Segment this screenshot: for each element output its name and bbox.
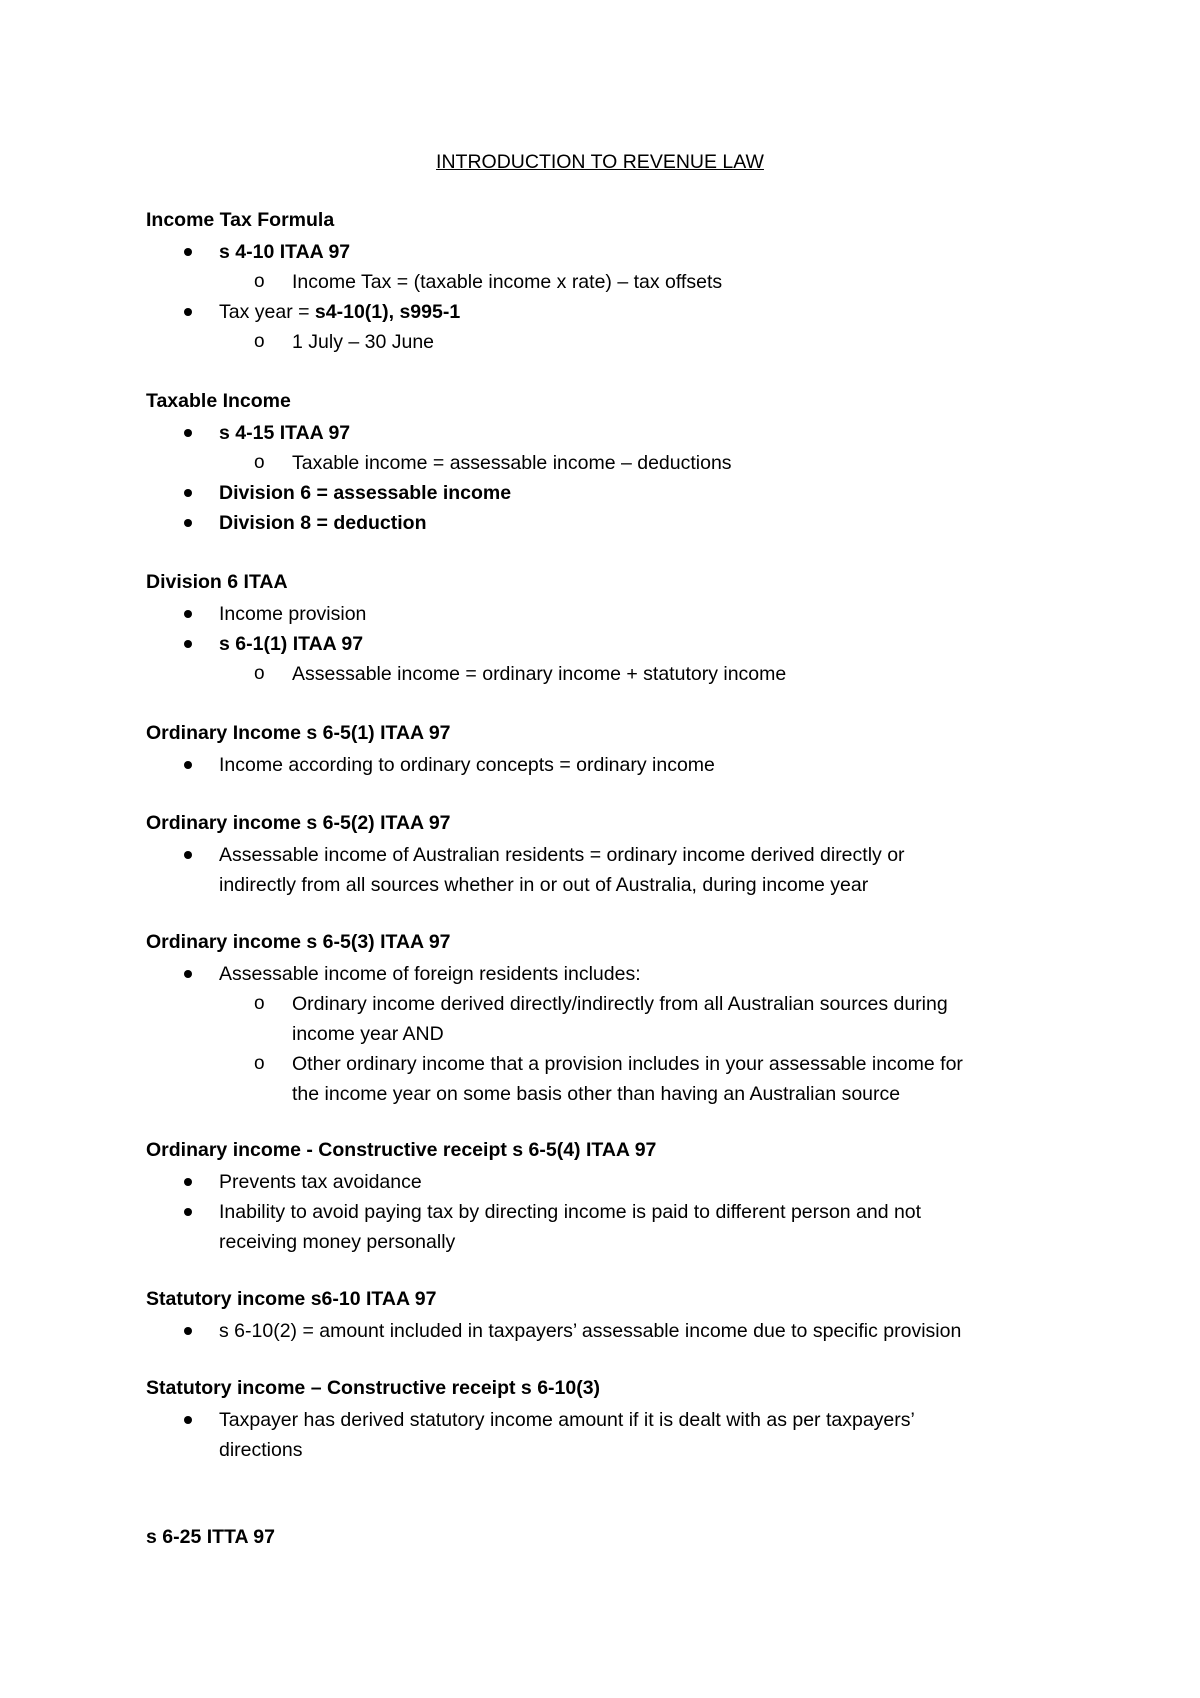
list-item: s 4-10 ITAA 97 bbox=[146, 237, 1086, 267]
sub-bullet-icon: o bbox=[254, 331, 265, 352]
sub-list-item: o Income Tax = (taxable income x rate) – tax offsets bbox=[146, 267, 1086, 297]
section-heading: Ordinary income s 6-5(3) ITAA 97 bbox=[146, 931, 451, 953]
sub-list-item-continuation: the income year on some basis other than having an Australian source bbox=[292, 1083, 901, 1105]
sub-bullet-icon: o bbox=[254, 663, 265, 684]
bullet-icon bbox=[184, 308, 192, 316]
bullet-icon bbox=[184, 1178, 192, 1186]
sub-list-item: o Taxable income = assessable income – deductions bbox=[146, 448, 1086, 478]
list-item: Inability to avoid paying tax by directing income is paid to different person and not bbox=[146, 1197, 1086, 1227]
bullet-icon bbox=[184, 1208, 192, 1216]
bullet-icon bbox=[184, 970, 192, 978]
list-item: Division 8 = deduction bbox=[146, 508, 1086, 538]
list-item: Prevents tax avoidance bbox=[146, 1167, 1086, 1197]
sub-bullet-icon: o bbox=[254, 1053, 265, 1074]
section-heading: Statutory income s6-10 ITAA 97 bbox=[146, 1288, 437, 1310]
list-item: Division 6 = assessable income bbox=[146, 478, 1086, 508]
bullet-icon bbox=[184, 519, 192, 527]
bullet-icon bbox=[184, 489, 192, 497]
sub-bullet-icon: o bbox=[254, 452, 265, 473]
section-heading: Division 6 ITAA bbox=[146, 571, 288, 593]
list-item: s 4-15 ITAA 97 bbox=[146, 418, 1086, 448]
bullet-icon bbox=[184, 429, 192, 437]
bullet-icon bbox=[184, 761, 192, 769]
bullet-icon bbox=[184, 640, 192, 648]
section-constructive-receipt-ordinary bbox=[146, 1137, 1086, 1257]
section-heading: Income Tax Formula bbox=[146, 209, 335, 231]
bullet-icon bbox=[184, 1327, 192, 1335]
section-heading: Ordinary income - Constructive receipt s 6-5(4) ITAA 97 bbox=[146, 1139, 657, 1161]
sub-list-item-continuation: income year AND bbox=[292, 1023, 444, 1045]
section-taxable-income bbox=[146, 388, 1086, 538]
list-item: Income provision bbox=[146, 599, 1086, 629]
bullet-icon bbox=[184, 610, 192, 618]
page-title: INTRODUCTION TO REVENUE LAW bbox=[436, 151, 764, 173]
section-heading: Ordinary Income s 6-5(1) ITAA 97 bbox=[146, 722, 451, 744]
list-item-continuation: directions bbox=[219, 1439, 303, 1461]
list-item: Assessable income of Australian residents = ordinary income derived directly or bbox=[146, 840, 1086, 870]
list-item: s 6-1(1) ITAA 97 bbox=[146, 629, 1086, 659]
sub-list-item: o 1 July – 30 June bbox=[146, 327, 1086, 357]
list-item: Assessable income of foreign residents includes: bbox=[146, 959, 1086, 989]
section-constructive-receipt-statutory bbox=[146, 1375, 1086, 1465]
section-ordinary-income-3 bbox=[146, 929, 1086, 1109]
sub-bullet-icon: o bbox=[254, 993, 265, 1014]
bullet-icon bbox=[184, 851, 192, 859]
bullet-icon bbox=[184, 1416, 192, 1424]
bullet-icon bbox=[184, 248, 192, 256]
list-item: Tax year = s4-10(1), s995-1 bbox=[146, 297, 1086, 327]
list-item: Taxpayer has derived statutory income amount if it is dealt with as per taxpayers’ bbox=[146, 1405, 1086, 1435]
section-income-tax-formula bbox=[146, 207, 1086, 357]
sub-list-item: o Ordinary income derived directly/indirectly from all Australian sources during bbox=[146, 989, 1086, 1019]
section-heading: Ordinary income s 6-5(2) ITAA 97 bbox=[146, 812, 451, 834]
list-item-continuation: receiving money personally bbox=[219, 1231, 456, 1253]
section-statutory-income bbox=[146, 1286, 1086, 1346]
list-item-continuation: indirectly from all sources whether in or out of Australia, during income year bbox=[219, 874, 869, 896]
section-heading: s 6-25 ITTA 97 bbox=[146, 1526, 275, 1548]
list-item: Income according to ordinary concepts = ordinary income bbox=[146, 750, 1086, 780]
sub-list-item: o Assessable income = ordinary income + statutory income bbox=[146, 659, 1086, 689]
list-item: s 6-10(2) = amount included in taxpayers’ assessable income due to specific provision bbox=[146, 1316, 1086, 1346]
section-s6-25 bbox=[146, 1524, 1086, 1554]
section-ordinary-income-2 bbox=[146, 810, 1086, 900]
sub-list-item: o Other ordinary income that a provision includes in your assessable income for bbox=[146, 1049, 1086, 1079]
section-heading: Taxable Income bbox=[146, 390, 291, 412]
section-ordinary-income-1 bbox=[146, 720, 1086, 780]
sub-bullet-icon: o bbox=[254, 271, 265, 292]
section-division-6 bbox=[146, 569, 1086, 689]
section-heading: Statutory income – Constructive receipt s 6-10(3) bbox=[146, 1377, 601, 1399]
